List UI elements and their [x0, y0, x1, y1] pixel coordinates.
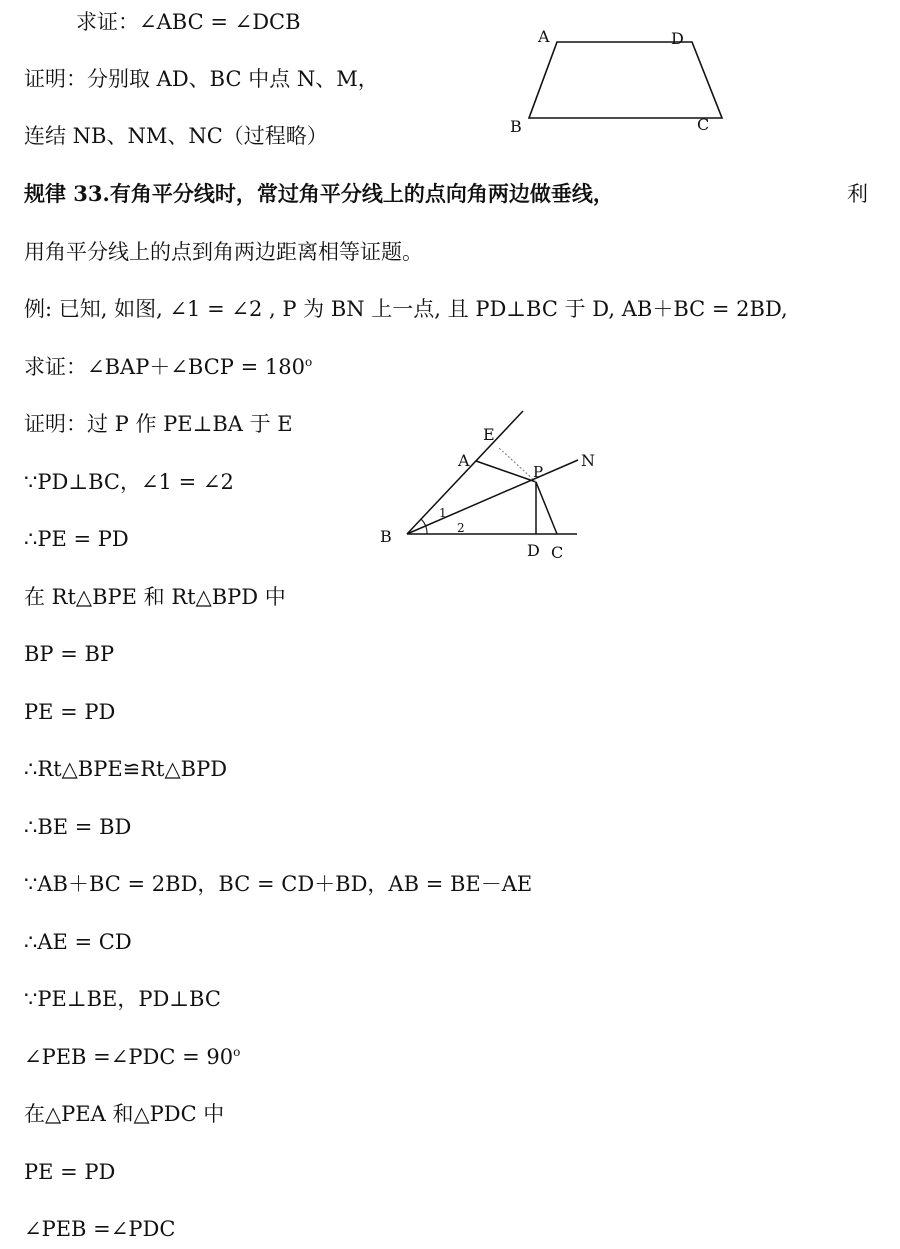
label-C: C: [551, 543, 564, 562]
label-B: B: [380, 527, 392, 546]
proof-line-9: ∵AB＋BC = 2BD，BC = CD＋BD，AB = BE－AE: [24, 872, 533, 896]
label-A: A: [458, 451, 470, 470]
proof-line-14: PE = PD: [24, 1160, 116, 1184]
example-statement: 例: 已知, 如图, ∠1 = ∠2 , P 为 BN 上一点, 且 PD⊥BC 于 D, AB＋BC = 2BD,: [24, 297, 788, 321]
label-E: E: [483, 425, 495, 444]
proof-line-11: ∵PE⊥BE，PD⊥BC: [24, 987, 221, 1011]
label-A: A: [538, 27, 550, 46]
segment-AP: [476, 461, 536, 482]
degree-mark: o: [304, 355, 313, 369]
trapezoid-shape: [529, 42, 722, 118]
proof-line-7: ∴Rt△BPE≌Rt△BPD: [24, 757, 228, 781]
prove-statement: [24, 353, 312, 381]
rule-33-heading: 规律 33.有角平分线时，常过角平分线上的点向角两边做垂线，: [24, 181, 614, 206]
proof-line-15: ∠PEB =∠PDC: [24, 1217, 176, 1241]
text-line-5: 用角平分线上的点到角两边距离相等证题。: [24, 240, 423, 264]
proof-line-3: ∴PE = PD: [24, 527, 129, 551]
proof-line-2: ∵PD⊥BC，∠1 = ∠2: [24, 470, 234, 494]
prove-text: 求证：∠BAP＋∠BCP = 180: [24, 355, 305, 379]
degree-mark-2: o: [233, 1045, 241, 1059]
proof-line-10: ∴AE = CD: [24, 930, 132, 954]
segment-PE: [498, 447, 536, 482]
ray-BE: [407, 411, 523, 534]
proof-line-1: 证明：过 P 作 PE⊥BA 于 E: [24, 412, 293, 436]
trapezoid-figure: [500, 20, 730, 140]
text-line-2: 证明：分别取 AD、BC 中点 N、M，: [24, 67, 379, 91]
text-line-3: 连结 NB、NM、NC（过程略）: [24, 124, 328, 148]
text-line-1: 求证：∠ABC = ∠DCB: [76, 10, 301, 34]
label-B: B: [510, 117, 522, 136]
angle-bisector-figure: [370, 400, 610, 570]
rule-33-continuation: 利: [847, 182, 868, 206]
proof-line-8: ∴BE = BD: [24, 815, 132, 839]
proof-line-5: BP = BP: [24, 642, 115, 666]
label-D: D: [671, 29, 684, 48]
proof-line-12: [24, 1043, 240, 1071]
label-C: C: [697, 115, 710, 134]
proof-line-13: 在△PEA 和△PDC 中: [24, 1102, 225, 1126]
label-P: P: [533, 463, 544, 481]
angle-label-1: 1: [439, 506, 447, 520]
angle-label-2: 2: [457, 521, 465, 535]
label-N: N: [581, 451, 595, 470]
segment-PC: [536, 482, 557, 534]
proof-line-4: 在 Rt△BPE 和 Rt△BPD 中: [24, 585, 286, 609]
angle-equality-text: ∠PEB =∠PDC = 90: [24, 1045, 234, 1069]
label-D: D: [527, 541, 540, 560]
proof-line-6: PE = PD: [24, 700, 116, 724]
